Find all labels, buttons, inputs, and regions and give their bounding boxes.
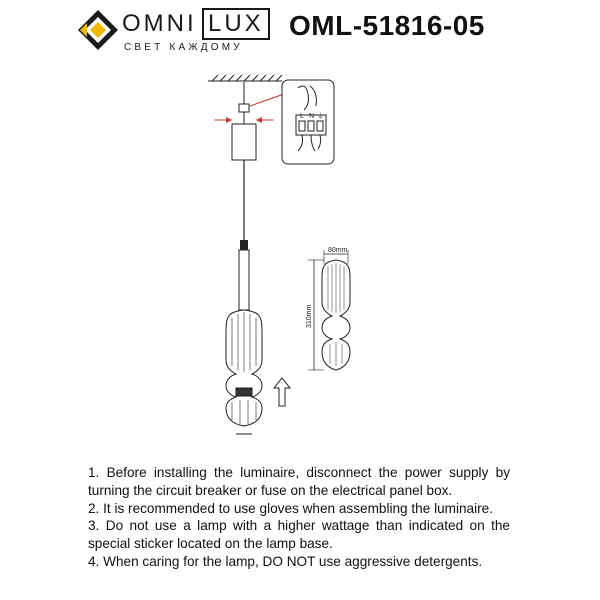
- lamp-rod: [239, 250, 249, 310]
- up-arrow-icon: [274, 378, 290, 406]
- note-2: 2. It is recommended to use gloves when assembling the luminaire.: [88, 500, 493, 516]
- model-number: OML-51816-05: [289, 10, 485, 41]
- lamp-shade: [226, 310, 262, 426]
- cable-connector: [240, 240, 248, 250]
- height-dimension-label: 310mm: [306, 304, 313, 328]
- terminal-label-n: N: [309, 113, 315, 120]
- brand-lux: LUX: [202, 8, 270, 40]
- note-3: 3. Do not use a lamp with a higher wattage than indicated on the special sticker located on the lamp base.: [88, 518, 510, 552]
- dimension-drawing: [306, 247, 350, 370]
- wiring-detail-box: [282, 80, 334, 164]
- brand-omni: OMNI: [122, 10, 197, 37]
- omnilux-logo: [76, 8, 276, 54]
- safety-notes: [88, 464, 510, 571]
- width-dimension-label: 80mm: [328, 247, 348, 254]
- note-1: 1. Before installing the luminaire, disconnect the power supply by turning the circuit breaker or fuse on the electrical panel box.: [88, 465, 510, 498]
- brand-slogan: СВЕТ КАЖДОМУ: [124, 42, 243, 53]
- terminal-label-ground: ⏚: [317, 112, 324, 120]
- ceiling-hatch: [208, 75, 282, 81]
- mounting-bracket: [239, 82, 249, 124]
- logo-diamond-icon: [76, 8, 120, 52]
- note-4: 4. When caring for the lamp, DO NOT use aggressive detergents.: [88, 553, 483, 569]
- terminal-label-l: L: [300, 113, 304, 120]
- installation-drawing: [0, 60, 600, 460]
- callout-line: [250, 94, 284, 106]
